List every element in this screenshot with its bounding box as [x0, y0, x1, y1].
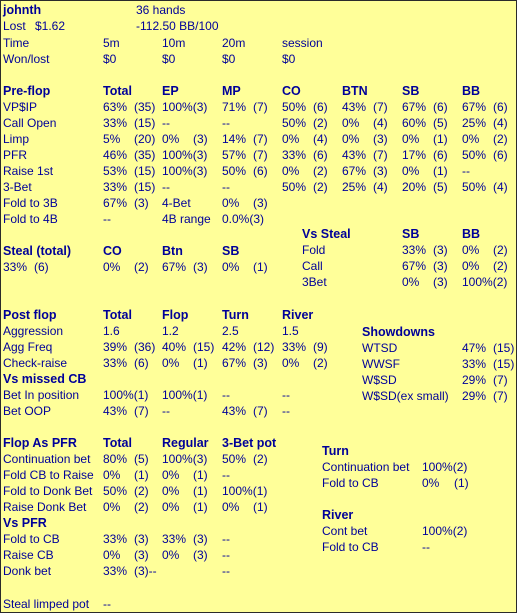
lost-label: Lost — [3, 19, 26, 33]
postflop-row-count: (36) — [134, 340, 156, 354]
flop-pfr-col-header: Total — [103, 436, 132, 450]
postflop-row-value: 1.5 — [282, 324, 299, 338]
postflop-row-count: (9) — [313, 340, 328, 354]
vs-pfr-row-count: (3) — [193, 548, 208, 562]
postflop-row-value: 1.6 — [103, 324, 120, 338]
flop-pfr-row-count: (2) — [134, 484, 149, 498]
missed-cb-row-value: -- — [282, 404, 290, 418]
preflop-col-header: BB — [462, 84, 481, 98]
preflop-row-label: Call Open — [3, 116, 57, 130]
vs-pfr-row-value: 33% — [103, 564, 128, 578]
vs-steal-row-value: 0% — [462, 243, 480, 257]
fold-to-3bet-count: (3) — [134, 196, 149, 210]
postflop-col-header: Total — [103, 308, 132, 322]
vs-steal-row-count: (3) — [433, 259, 448, 273]
flop-pfr-row-count: (1) — [193, 468, 208, 482]
preflop-title: Pre-flop — [3, 84, 51, 98]
steal-col-header: SB — [222, 244, 240, 258]
postflop-row-label: Check-raise — [3, 356, 68, 370]
preflop-row-label: PFR — [3, 148, 27, 162]
preflop-row-value: 67% — [462, 100, 487, 114]
flop-pfr-row-count: (1) — [193, 484, 208, 498]
vs-pfr-row-value: -- — [222, 532, 230, 546]
preflop-row-value: -- — [162, 180, 170, 194]
preflop-row-value: -- — [462, 164, 470, 178]
preflop-row-count: (6) — [493, 100, 508, 114]
preflop-row-value: 25% — [462, 116, 487, 130]
preflop-row-value: 33% — [282, 148, 307, 162]
preflop-row-count: (6) — [313, 100, 328, 114]
postflop-row-count: (15) — [193, 340, 215, 354]
preflop-row-count: (4) — [493, 116, 508, 130]
vs-pfr-row-count: (3) — [193, 532, 208, 546]
vs-steal-row-count: (2) — [493, 243, 508, 257]
turn-row-label: Fold to CB — [322, 476, 379, 490]
preflop-row-count: (15) — [134, 180, 156, 194]
preflop-row-count: (6) — [493, 148, 508, 162]
flop-pfr-title: Flop As PFR — [3, 436, 77, 450]
postflop-row-label: Aggression — [3, 324, 64, 338]
flop-pfr-row-value: 100%(1) — [222, 484, 268, 498]
wonlost-value: $0 — [282, 52, 296, 66]
vs-pfr-row-value: 0% — [103, 548, 121, 562]
preflop-row-count: (6) — [313, 148, 328, 162]
showdown-count: (7) — [493, 389, 508, 403]
vs-pfr-row-value: -- — [222, 548, 230, 562]
preflop-row-value: 50% — [282, 180, 307, 194]
showdown-label: WTSD — [362, 341, 398, 355]
vs-steal-row-label: Fold — [302, 243, 326, 257]
turn-row-value: 100%(2) — [422, 460, 468, 474]
steal-count: (1) — [253, 260, 268, 274]
vs-pfr-row-value: -- — [222, 564, 230, 578]
flop-pfr-row-value: 0% — [103, 500, 121, 514]
vs-steal-row-count: (3) — [433, 243, 448, 257]
wonlost-value: $0 — [162, 52, 176, 66]
fourbet-label: 4-Bet — [162, 196, 191, 210]
vs-steal-col-header: BB — [462, 227, 481, 241]
vs-steal-row-count: (3) — [433, 275, 448, 289]
preflop-row-value: 0% — [342, 116, 360, 130]
preflop-row-value: 100%(3) — [162, 164, 208, 178]
showdown-value: 47% — [462, 341, 487, 355]
preflop-row-count: (2) — [493, 132, 508, 146]
preflop-row-label: VP$IP — [3, 100, 38, 114]
preflop-row-count: (7) — [373, 100, 388, 114]
preflop-row-value: 46% — [103, 148, 128, 162]
turn-row-count: (1) — [454, 476, 469, 490]
flop-pfr-row-count: (1) — [253, 500, 268, 514]
preflop-col-header: MP — [222, 84, 241, 98]
preflop-row-count: (2) — [313, 164, 328, 178]
preflop-row-count: (6) — [433, 148, 448, 162]
flop-pfr-row-label: Continuation bet — [3, 452, 91, 466]
hands-count: 36 hands — [136, 3, 186, 17]
wonlost-value: $0 — [222, 52, 236, 66]
showdown-value: 29% — [462, 373, 487, 387]
preflop-row-value: -- — [222, 180, 230, 194]
preflop-row-count: (15) — [134, 116, 156, 130]
steal-limped-pot-label: Steal limped pot — [3, 597, 90, 611]
time-label: Time — [3, 36, 30, 50]
vs-steal-row-label: Call — [302, 259, 323, 273]
flop-pfr-row-value: -- — [222, 468, 230, 482]
showdown-label: W$SD — [362, 373, 397, 387]
river-row-label: Fold to CB — [322, 540, 379, 554]
steal-count: (3) — [193, 260, 208, 274]
vs-pfr-row-value: 0% — [162, 548, 180, 562]
preflop-row-value: 67% — [342, 164, 367, 178]
preflop-row-label: 3-Bet — [3, 180, 32, 194]
fold-to-4bet-label: Fold to 4B — [3, 212, 58, 226]
preflop-row-value: 50% — [462, 148, 487, 162]
preflop-row-count: (3) — [193, 132, 208, 146]
preflop-row-count: (7) — [253, 148, 268, 162]
vs-steal-title: Vs Steal — [302, 227, 351, 241]
vs-steal-row-count: (2) — [493, 259, 508, 273]
fourbet-range-value: 0.0%(3) — [222, 212, 265, 226]
preflop-row-value: 0% — [282, 132, 300, 146]
missed-cb-row-count: (7) — [253, 404, 268, 418]
postflop-row-value: 39% — [103, 340, 128, 354]
postflop-row-label: Agg Freq — [3, 340, 53, 354]
postflop-row-value: 1.2 — [162, 324, 179, 338]
showdown-label: WWSF — [362, 357, 400, 371]
preflop-row-value: 25% — [342, 180, 367, 194]
preflop-row-value: 50% — [282, 116, 307, 130]
flop-pfr-row-value: 80% — [103, 452, 128, 466]
preflop-row-count: (7) — [253, 100, 268, 114]
showdown-label: W$SD(ex small) — [362, 389, 449, 403]
vs-steal-row-value: 33% — [402, 243, 427, 257]
preflop-col-header: BTN — [342, 84, 368, 98]
preflop-row-count: (7) — [253, 132, 268, 146]
vs-steal-row-value: 67% — [402, 259, 427, 273]
steal-value: 0% — [222, 260, 240, 274]
postflop-row-value: 42% — [222, 340, 247, 354]
showdowns-title: Showdowns — [362, 325, 435, 339]
preflop-row-count: (4) — [373, 180, 388, 194]
postflop-col-header: Flop — [162, 308, 189, 322]
preflop-col-header: CO — [282, 84, 301, 98]
showdown-value: 29% — [462, 389, 487, 403]
preflop-row-value: 43% — [342, 100, 367, 114]
steal-value: 0% — [103, 260, 121, 274]
missed-cb-row-value: 100%(1) — [162, 388, 208, 402]
preflop-row-value: 0% — [402, 132, 420, 146]
preflop-row-value: 60% — [402, 116, 427, 130]
preflop-row-value: 17% — [402, 148, 427, 162]
steal-col-header: CO — [103, 244, 122, 258]
preflop-row-value: 100%(3) — [162, 100, 208, 114]
flop-pfr-col-header: 3-Bet pot — [222, 436, 277, 450]
missed-cb-row-label: Bet In position — [3, 388, 80, 402]
preflop-row-count: (7) — [373, 148, 388, 162]
bb-per-100: -112.50 BB/100 — [136, 19, 219, 33]
missed-cb-row-value: 43% — [103, 404, 128, 418]
vs-steal-col-header: SB — [402, 227, 420, 241]
river-row-value: -- — [422, 540, 430, 554]
missed-cb-row-value: 43% — [222, 404, 247, 418]
preflop-row-count: (5) — [433, 180, 448, 194]
steal-count: (2) — [134, 260, 149, 274]
fold-to-4bet-value: -- — [103, 212, 111, 226]
preflop-row-count: (4) — [313, 132, 328, 146]
preflop-row-count: (5) — [433, 116, 448, 130]
steal-total-count: (6) — [34, 260, 49, 274]
postflop-col-header: River — [282, 308, 314, 322]
preflop-row-value: 50% — [282, 100, 307, 114]
vs-pfr-row-value: 33% — [162, 532, 187, 546]
preflop-row-count: (1) — [433, 164, 448, 178]
postflop-row-value: 67% — [222, 356, 247, 370]
preflop-row-value: 0% — [282, 164, 300, 178]
river-row-label: Cont bet — [322, 524, 368, 538]
turn-row-value: 0% — [422, 476, 440, 490]
preflop-row-count: (4) — [373, 116, 388, 130]
flop-pfr-row-label: Fold to Donk Bet — [3, 484, 93, 498]
preflop-row-value: 63% — [103, 100, 128, 114]
flop-pfr-row-value: 100%(3) — [162, 452, 208, 466]
showdown-count: (15) — [493, 357, 515, 371]
wonlost-label: Won/lost — [3, 52, 50, 66]
vs-steal-row-value: 0% — [462, 259, 480, 273]
preflop-row-value: -- — [222, 116, 230, 130]
time-col: session — [282, 36, 323, 50]
flop-pfr-row-count: (2) — [253, 452, 268, 466]
postflop-row-count: (3) — [253, 356, 268, 370]
turn-row-label: Continuation bet — [322, 460, 410, 474]
showdown-count: (7) — [493, 373, 508, 387]
preflop-row-value: 71% — [222, 100, 247, 114]
missed-cb-row-label: Bet OOP — [3, 404, 52, 418]
flop-pfr-row-value: 0% — [162, 468, 180, 482]
preflop-row-count: (15) — [134, 164, 156, 178]
missed-cb-row-value: -- — [222, 388, 230, 402]
preflop-row-value: 14% — [222, 132, 247, 146]
postflop-title: Post flop — [3, 308, 57, 322]
vs-pfr-title: Vs PFR — [3, 516, 47, 530]
turn-title: Turn — [322, 444, 349, 458]
flop-pfr-row-value: 50% — [222, 452, 247, 466]
vs-steal-row-label: 3Bet — [302, 275, 327, 289]
river-row-value: 100%(2) — [422, 524, 468, 538]
steal-value: 67% — [162, 260, 187, 274]
steal-total-value: 33% — [3, 260, 28, 274]
preflop-col-header: Total — [103, 84, 132, 98]
preflop-row-value: 53% — [103, 164, 128, 178]
vs-pfr-row-count: (3)-- — [134, 564, 157, 578]
lost-value: $1.62 — [35, 19, 66, 33]
preflop-row-label: Raise 1st — [3, 164, 54, 178]
flop-pfr-row-count: (1) — [193, 500, 208, 514]
flop-pfr-row-label: Fold CB to Raise — [3, 468, 94, 482]
preflop-row-count: (4) — [493, 180, 508, 194]
fourbet-value: 0% — [222, 196, 240, 210]
vs-pfr-row-count: (3) — [134, 532, 149, 546]
preflop-row-value: 100%(3) — [162, 148, 208, 162]
preflop-row-count: (6) — [253, 164, 268, 178]
postflop-row-count: (6) — [134, 356, 149, 370]
flop-pfr-row-value: 0% — [103, 468, 121, 482]
preflop-row-value: 0% — [162, 132, 180, 146]
postflop-row-value: 0% — [282, 356, 300, 370]
preflop-row-value: 33% — [103, 116, 128, 130]
postflop-row-value: 2.5 — [222, 324, 239, 338]
postflop-row-value: 33% — [103, 356, 128, 370]
fourbet-range-label: 4B range — [162, 212, 211, 226]
preflop-row-value: 43% — [342, 148, 367, 162]
preflop-row-value: 20% — [402, 180, 427, 194]
preflop-row-label: Limp — [3, 132, 30, 146]
postflop-row-count: (12) — [253, 340, 275, 354]
missed-cb-row-value: 100%(1) — [103, 388, 149, 402]
postflop-row-count: (1) — [193, 356, 208, 370]
flop-pfr-row-value: 0% — [162, 500, 180, 514]
postflop-row-count: (2) — [313, 356, 328, 370]
preflop-row-value: 33% — [103, 180, 128, 194]
fold-to-3bet-label: Fold to 3B — [3, 196, 58, 210]
flop-pfr-row-value: 50% — [103, 484, 128, 498]
preflop-row-value: 67% — [402, 100, 427, 114]
postflop-row-value: 33% — [282, 340, 307, 354]
steal-total-title: Steal (total) — [3, 244, 72, 258]
preflop-row-count: (2) — [313, 116, 328, 130]
preflop-row-value: 50% — [462, 180, 487, 194]
missed-cb-row-value: -- — [162, 404, 170, 418]
preflop-row-value: 50% — [222, 164, 247, 178]
showdown-count: (15) — [493, 341, 515, 355]
steal-col-header: Btn — [162, 244, 183, 258]
preflop-row-value: 0% — [342, 132, 360, 146]
player-name: johnth — [3, 3, 42, 17]
river-title: River — [322, 508, 354, 522]
vs-pfr-row-label: Raise CB — [3, 548, 54, 562]
preflop-row-count: (2) — [313, 180, 328, 194]
fold-to-3bet-value: 67% — [103, 196, 128, 210]
time-col: 20m — [222, 36, 246, 50]
steal-limped-pot-value: -- — [103, 597, 111, 611]
time-col: 10m — [162, 36, 186, 50]
preflop-row-count: (3) — [373, 164, 388, 178]
postflop-col-header: Turn — [222, 308, 249, 322]
vs-pfr-row-label: Fold to CB — [3, 532, 60, 546]
flop-pfr-row-value: 0% — [222, 500, 240, 514]
vs-pfr-row-count: (3) — [134, 548, 149, 562]
vs-pfr-row-value: 33% — [103, 532, 128, 546]
vs-pfr-row-label: Donk bet — [3, 564, 52, 578]
missed-cb-row-value: -- — [282, 388, 290, 402]
preflop-row-count: (1) — [433, 132, 448, 146]
postflop-row-value: 0% — [162, 356, 180, 370]
postflop-row-value: 40% — [162, 340, 187, 354]
flop-pfr-col-header: Regular — [162, 436, 209, 450]
flop-pfr-row-label: Raise Donk Bet — [3, 500, 87, 514]
preflop-row-count: (35) — [134, 148, 156, 162]
missed-cb-row-count: (7) — [134, 404, 149, 418]
flop-pfr-row-count: (2) — [134, 500, 149, 514]
preflop-row-value: -- — [162, 116, 170, 130]
vs-steal-row-value: 100%(2) — [462, 275, 508, 289]
preflop-row-count: (3) — [373, 132, 388, 146]
preflop-row-count: (20) — [134, 132, 156, 146]
flop-pfr-row-count: (5) — [134, 452, 149, 466]
preflop-row-count: (6) — [433, 100, 448, 114]
time-col: 5m — [103, 36, 120, 50]
showdown-value: 33% — [462, 357, 487, 371]
preflop-row-value: 5% — [103, 132, 121, 146]
preflop-col-header: EP — [162, 84, 179, 98]
flop-pfr-row-value: 0% — [162, 484, 180, 498]
preflop-row-count: (35) — [134, 100, 156, 114]
flop-pfr-row-count: (1) — [134, 468, 149, 482]
vs-steal-row-value: 0% — [402, 275, 420, 289]
preflop-row-value: 57% — [222, 148, 247, 162]
vs-missed-cb-title: Vs missed CB — [3, 372, 87, 386]
preflop-col-header: SB — [402, 84, 420, 98]
wonlost-value: $0 — [103, 52, 117, 66]
preflop-row-value: 0% — [402, 164, 420, 178]
fourbet-count: (3) — [253, 196, 268, 210]
preflop-row-value: 0% — [462, 132, 480, 146]
